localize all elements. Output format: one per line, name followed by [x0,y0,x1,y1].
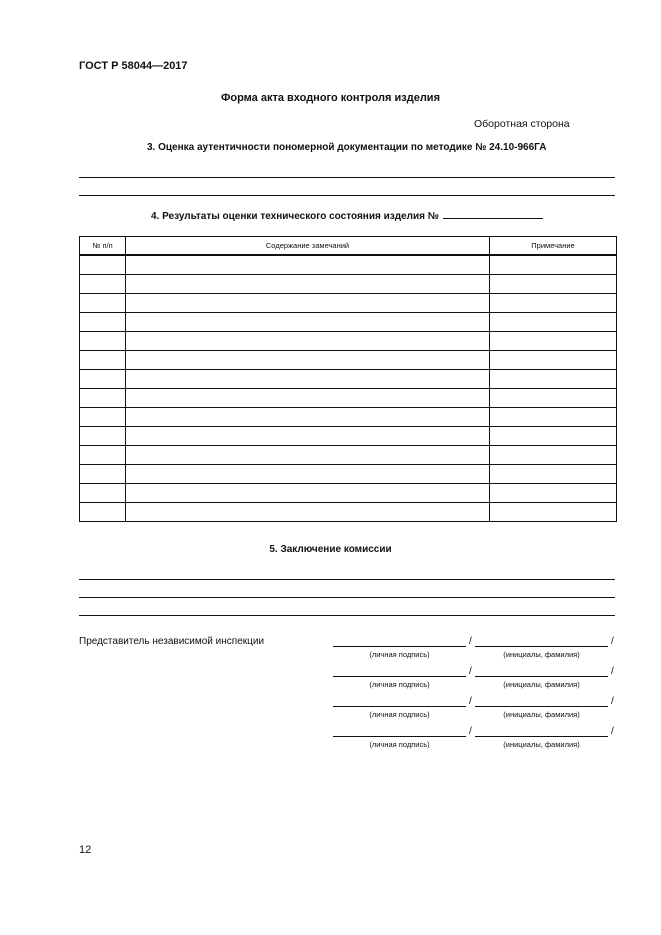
cell-remarks[interactable] [126,370,490,389]
name-line[interactable] [475,646,608,647]
slash: / [611,666,614,677]
cell-number[interactable] [80,446,126,465]
cell-remarks[interactable] [126,275,490,294]
table-row [80,294,617,313]
name-line[interactable] [475,676,608,677]
cell-remarks[interactable] [126,503,490,522]
signature-caption: (личная подпись) [369,680,430,689]
cell-number[interactable] [80,332,126,351]
slash: / [469,636,472,647]
name-caption: (инициалы, фамилия) [503,740,580,749]
cell-note[interactable] [490,427,617,446]
cell-remarks[interactable] [126,408,490,427]
cell-remarks[interactable] [126,427,490,446]
cell-remarks[interactable] [126,294,490,313]
cell-number[interactable] [80,370,126,389]
cell-number[interactable] [80,503,126,522]
name-caption: (инициалы, фамилия) [503,710,580,719]
cell-note[interactable] [490,408,617,427]
table-row [80,427,617,446]
cell-note[interactable] [490,332,617,351]
standard-code: ГОСТ Р 58044—2017 [79,60,188,72]
cell-note[interactable] [490,446,617,465]
col-header-remarks: Содержание замечаний [126,237,490,256]
section3-title: 3. Оценка аутентичности пономерной документации по методике № 24.10-966ГА [147,142,547,153]
signature-line[interactable] [333,706,466,707]
cell-number[interactable] [80,408,126,427]
cell-note[interactable] [490,503,617,522]
cell-number[interactable] [80,351,126,370]
cell-remarks[interactable] [126,389,490,408]
signature-block [333,636,618,666]
signature-line[interactable] [333,646,466,647]
slash: / [469,666,472,677]
table-row [80,255,617,275]
cell-remarks[interactable] [126,484,490,503]
section4-title [151,208,543,222]
signature-block [333,696,618,726]
table-row [80,446,617,465]
cell-note[interactable] [490,370,617,389]
cell-note[interactable] [490,294,617,313]
name-line[interactable] [475,736,608,737]
table-row [80,313,617,332]
table-row [80,351,617,370]
col-header-note: Примечание [490,237,617,256]
cell-number[interactable] [80,389,126,408]
slash: / [469,696,472,707]
section5-line-3 [79,615,615,616]
cell-number[interactable] [80,255,126,275]
cell-remarks[interactable] [126,255,490,275]
cell-note[interactable] [490,275,617,294]
cell-note[interactable] [490,389,617,408]
section5-line-2 [79,597,615,598]
cell-remarks[interactable] [126,313,490,332]
cell-remarks[interactable] [126,446,490,465]
table-row [80,503,617,522]
signature-block [333,726,618,756]
cell-number[interactable] [80,275,126,294]
cell-remarks[interactable] [126,351,490,370]
signature-block [333,666,618,696]
table-row [80,465,617,484]
section5-line-1 [79,579,615,580]
name-line[interactable] [475,706,608,707]
representative-label: Представитель независимой инспекции [79,636,265,647]
page-number: 12 [79,844,92,856]
signature-caption: (личная подпись) [369,710,430,719]
cell-number[interactable] [80,465,126,484]
name-caption: (инициалы, фамилия) [503,680,580,689]
cell-remarks[interactable] [126,332,490,351]
item-number-blank[interactable] [443,208,543,219]
slash: / [611,636,614,647]
cell-number[interactable] [80,313,126,332]
cell-note[interactable] [490,255,617,275]
form-title: Форма акта входного контроля изделия [220,92,440,104]
cell-number[interactable] [80,427,126,446]
signature-line[interactable] [333,736,466,737]
signature-caption: (личная подпись) [369,740,430,749]
section5-title: 5. Заключение комиссии [269,544,392,555]
table-row [80,370,617,389]
section4-title-text: 4. Результаты оценки технического состояния изделия № [151,211,439,222]
cell-note[interactable] [490,351,617,370]
signature-caption: (личная подпись) [369,650,430,659]
cell-note[interactable] [490,465,617,484]
section3-line-2 [79,195,615,196]
table-row [80,408,617,427]
cell-number[interactable] [80,484,126,503]
results-table [79,236,617,522]
side-label: Оборотная сторона [474,118,570,130]
slash: / [469,726,472,737]
cell-remarks[interactable] [126,465,490,484]
cell-note[interactable] [490,484,617,503]
slash: / [611,726,614,737]
table-header-row [80,237,617,256]
section3-line-1 [79,177,615,178]
table-row [80,389,617,408]
cell-note[interactable] [490,313,617,332]
col-header-number: № п/п [80,237,126,256]
table-row [80,332,617,351]
name-caption: (инициалы, фамилия) [503,650,580,659]
table-row [80,275,617,294]
table-row [80,484,617,503]
slash: / [611,696,614,707]
signature-line[interactable] [333,676,466,677]
cell-number[interactable] [80,294,126,313]
